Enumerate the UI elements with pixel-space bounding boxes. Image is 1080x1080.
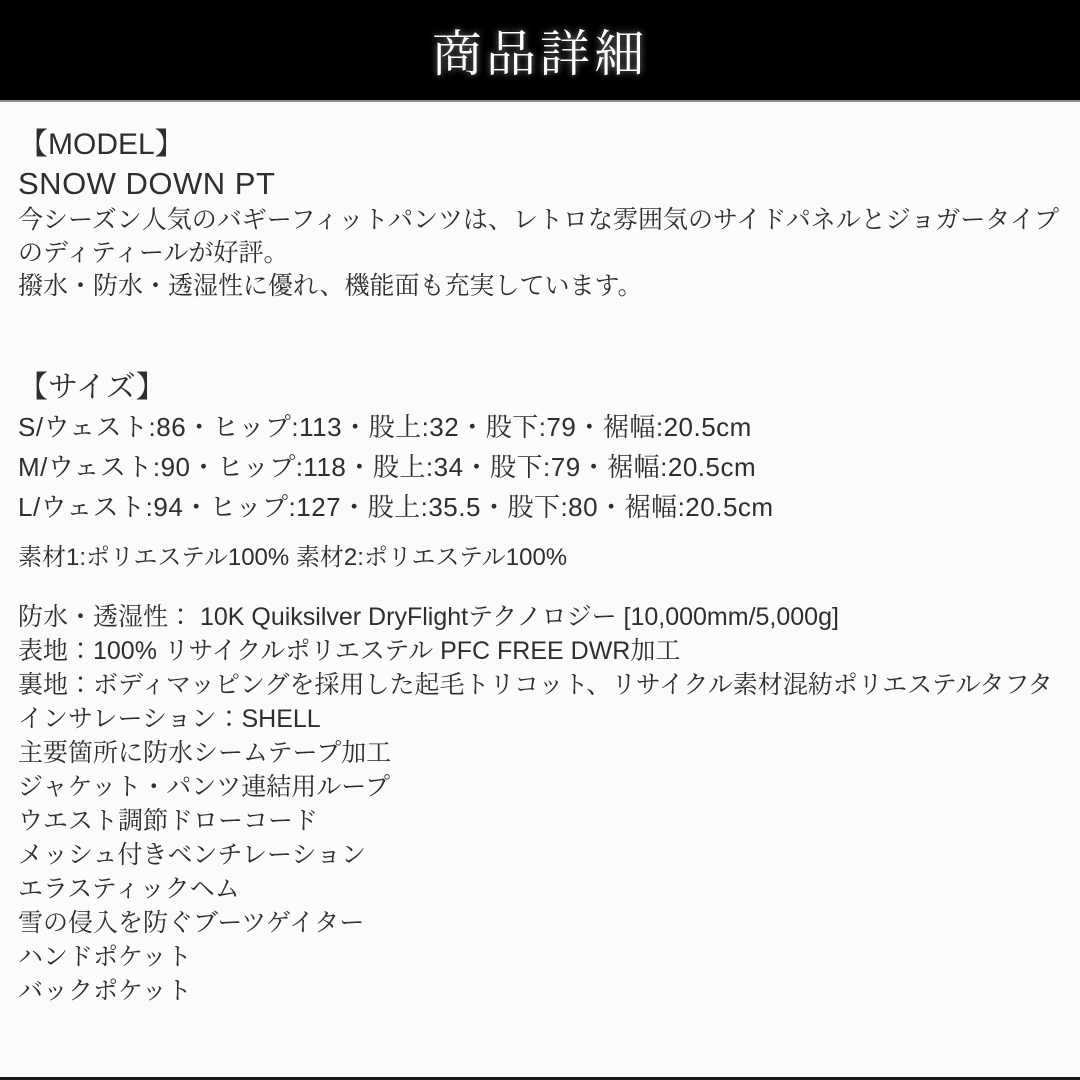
spec-line-outer-fabric: 表地：100% リサイクルポリエステル PFC FREE DWR加工	[18, 637, 681, 665]
model-section	[18, 126, 1064, 303]
page-header	[0, 0, 1080, 102]
spec-line-boot-gaiter: 雪の侵入を防ぐブーツゲイター	[18, 909, 365, 937]
size-row-s: S/ウェスト:86・ヒップ:113・股上:32・股下:79・裾幅:20.5cm	[18, 412, 752, 442]
materials-line: 素材1:ポリエステル100% 素材2:ポリエステル100%	[18, 544, 568, 571]
spec-line-ventilation: メッシュ付きベンチレーション	[18, 841, 367, 869]
size-section-heading: 【サイズ】	[18, 371, 166, 404]
spec-line-back-pocket: バックポケット	[18, 977, 192, 1005]
spec-line-lining: 裏地：ボディマッピングを採用した起毛トリコット、リサイクル素材混紡ポリエステルタフタ	[18, 671, 1053, 699]
size-table	[18, 407, 1064, 527]
content	[0, 102, 1080, 1008]
spec-line-hand-pocket: ハンドポケット	[18, 943, 192, 971]
spec-line-waterproof: 防水・透湿性： 10K Quiksilver DryFlightテクノロジー [10,000mm/5,000g]	[18, 603, 839, 631]
size-section	[18, 369, 1064, 573]
spec-line-insulation: インサレーション：SHELL	[18, 705, 321, 733]
spec-list	[18, 600, 1064, 1008]
spec-line-seam-tape: 主要箇所に防水シームテープ加工	[18, 739, 392, 767]
spec-line-drawcord: ウエスト調節ドローコード	[18, 807, 319, 835]
model-name: SNOW DOWN PT	[18, 166, 276, 201]
spec-line-connect-loop: ジャケット・パンツ連結用ループ	[18, 773, 391, 801]
spec-line-elastic-hem: エラスティックヘム	[18, 875, 240, 903]
size-row-l: L/ウェスト:94・ヒップ:127・股上:35.5・股下:80・裾幅:20.5cm	[18, 492, 774, 522]
size-row-m: M/ウェスト:90・ヒップ:118・股上:34・股下:79・裾幅:20.5cm	[18, 452, 757, 482]
model-section-heading: 【MODEL】	[18, 128, 185, 161]
model-description	[18, 204, 1064, 303]
description-line: 撥水・防水・透湿性に優れ、機能面も充実しています。	[18, 272, 643, 300]
page-title: 商品詳細	[432, 26, 648, 82]
description-line: 今シーズン人気のバギーフィットパンツは、レトロな雰囲気のサイドパネルとジョガータイプのディティールが好評。	[18, 206, 1060, 267]
